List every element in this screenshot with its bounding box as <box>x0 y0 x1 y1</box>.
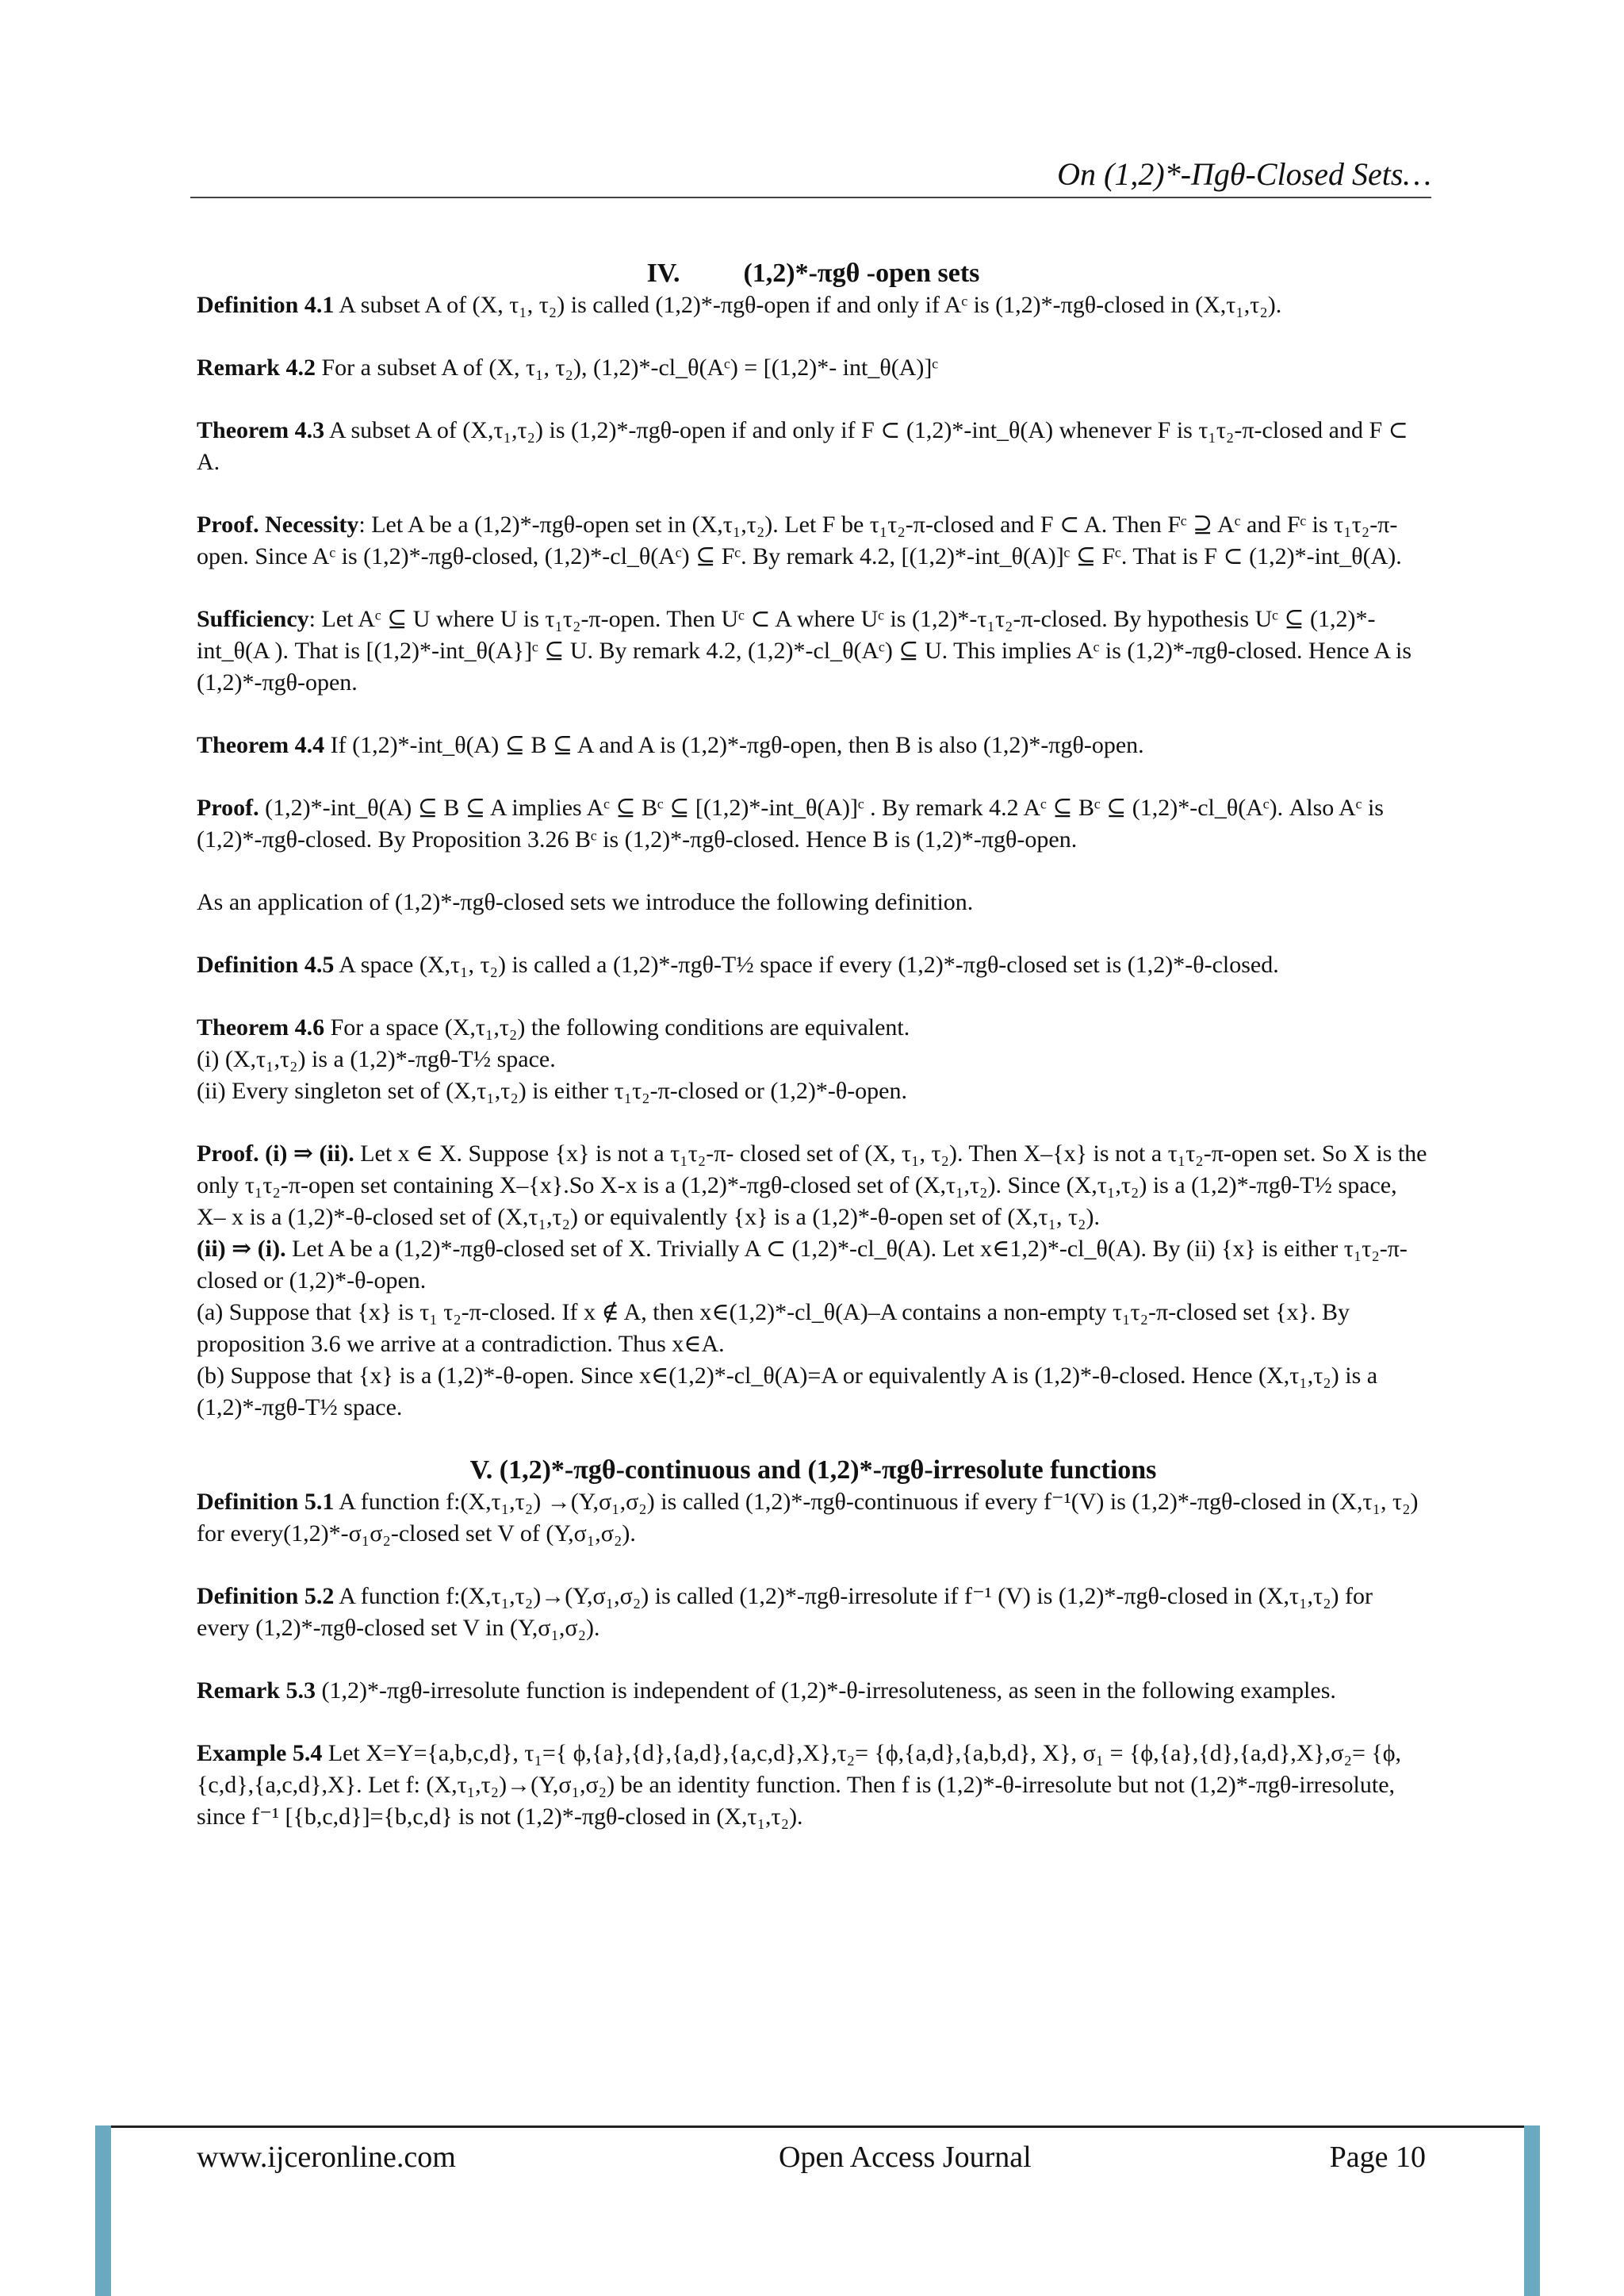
proof-4-6-part-2-label: (ii) ⇒ (i). <box>197 1236 286 1262</box>
example-5-4-text: Let X=Y={a,b,c,d}, τ₁={ ϕ,{a},{d},{a,d},{a,c,d},X},τ₂= {ϕ,{a,d},{a,b,d}, X}, σ₁ = {ϕ,{a},{d},{a,d},X},σ₂= {ϕ,{c,d},{a,c,d},X}. Let f: (X,τ₁,τ₂)→(Y,σ₁,σ₂) be an identity function. Then f is (1,2)*-θ-irresolute but not (1,2)*-πgθ-irresolute, since f⁻¹ [{b,c,d}]={b,c,d} is not (1,2)*-πgθ-closed in (X,τ₁,τ₂). <box>197 1740 1402 1830</box>
definition-4-5-label: Definition 4.5 <box>197 952 335 978</box>
definition-5-2-text: A function f:(X,τ₁,τ₂)→(Y,σ₁,σ₂) is called (1,2)*-πgθ-irresolute if f⁻¹ (V) is (1,2)*-πgθ-closed in (X,τ₁,τ₂) for every (1,2)*-πgθ-closed set V in (Y,σ₁,σ₂). <box>197 1583 1373 1641</box>
theorem-4-6-item-i: (i) (X,τ₁,τ₂) is a (1,2)*-πgθ-T½ space. <box>197 1046 556 1072</box>
section-4-title: (1,2)*-πgθ -open sets <box>743 259 980 288</box>
remark-5-3-label: Remark 5.3 <box>197 1677 316 1704</box>
proof-4-6-case-a: (a) Suppose that {x} is τ₁ τ₂-π-closed. If x ∉ A, then x∈(1,2)*-cl_θ(A)–A contains a non-empty τ₁τ₂-π-closed set {x}. By proposition 3.6 we arrive at a contradiction. Thus x∈A. <box>197 1299 1350 1357</box>
definition-5-1-text: A function f:(X,τ₁,τ₂) →(Y,σ₁,σ₂) is called (1,2)*-πgθ-continuous if every f⁻¹(V) is (1,2)*-πgθ-closed in (X,τ₁, τ₂) for every(1,2)*-σ₁σ₂-closed set V of (Y,σ₁,σ₂). <box>197 1489 1419 1547</box>
definition-5-2-label: Definition 5.2 <box>197 1583 335 1609</box>
remark-5-3-text: (1,2)*-πgθ-irresolute function is independent of (1,2)*-θ-irresoluteness, as seen in the following examples. <box>321 1677 1336 1704</box>
proof-4-6 <box>197 1138 1430 1424</box>
proof-4-6-case-b: (b) Suppose that {x} is a (1,2)*-θ-open. Since x∈(1,2)*-cl_θ(A)=A or equivalently A is (1,2)*-θ-closed. Hence (X,τ₁,τ₂) is a (1,2)*-πgθ-T½ space. <box>197 1363 1378 1420</box>
theorem-4-6-statement <box>197 1012 1430 1044</box>
definition-4-5 <box>197 949 1430 981</box>
section-4-heading <box>197 258 1430 289</box>
example-5-4 <box>197 1738 1430 1833</box>
page-content <box>197 258 1430 1864</box>
theorem-4-6-label: Theorem 4.6 <box>197 1014 325 1041</box>
footer-rule <box>95 2125 1530 2128</box>
definition-4-1 <box>197 289 1430 321</box>
remark-5-3 <box>197 1675 1430 1707</box>
definition-4-5-text: A space (X,τ₁, τ₂) is called a (1,2)*-πgθ-T½ space if every (1,2)*-πgθ-closed set is (1,2)*-θ-closed. <box>339 952 1279 978</box>
footer-right-bar <box>1524 2125 1540 2296</box>
proof-4-3-sufficiency-label: Sufficiency <box>197 606 309 632</box>
theorem-4-3-label: Theorem 4.3 <box>197 417 325 443</box>
definition-5-2 <box>197 1581 1430 1644</box>
proof-4-6-part-1-text: Let x ∈ X. Suppose {x} is not a τ₁τ₂-π- closed set of (X, τ₁, τ₂). Then X–{x} is not a τ₁τ₂-π-open set. So X is the only τ₁τ₂-π-open set containing X–{x}.So X-x is a (1,2)*-πgθ-closed set of (X,τ₁,τ₂). Since (X,τ₁,τ₂) is a (1,2)*-πgθ-T½ space, X– x is a (1,2)*-θ-closed set of (X,τ₁,τ₂) or equivalently {x} is a (1,2)*-θ-open set of (X,τ₁, τ₂). <box>197 1140 1427 1230</box>
footer <box>190 2137 1427 2177</box>
theorem-4-4-label: Theorem 4.4 <box>197 732 325 758</box>
proof-4-3-necessity-label: Proof. Necessity <box>197 512 359 538</box>
proof-4-6-part-2 <box>197 1233 1430 1297</box>
proof-4-4-text: (1,2)*-int_θ(A) ⊆ B ⊆ A implies Aᶜ ⊆ Bᶜ ⊆ [(1,2)*-int_θ(A)]ᶜ . By remark 4.2 Aᶜ ⊆ Bᶜ ⊆ (1,2)*-cl_θ(Aᶜ). Also Aᶜ is (1,2)*-πgθ-closed. By Proposition 3.26 Bᶜ is (1,2)*-πgθ-closed. Hence B is (1,2)*-πgθ-open. <box>197 795 1384 853</box>
footer-left-bar <box>95 2125 111 2296</box>
definition-4-1-text: A subset A of (X, τ₁, τ₂) is called (1,2)*-πgθ-open if and only if Aᶜ is (1,2)*-πgθ-closed in (X,τ₁,τ₂). <box>339 292 1282 318</box>
footer-journal-label: Open Access Journal <box>779 2141 1032 2174</box>
footer-website-link[interactable]: www.ijceronline.com <box>197 2141 456 2174</box>
definition-4-1-label: Definition 4.1 <box>197 292 335 318</box>
example-5-4-label: Example 5.4 <box>197 1740 323 1766</box>
definition-5-1-label: Definition 5.1 <box>197 1489 335 1515</box>
theorem-4-3-text: A subset A of (X,τ₁,τ₂) is (1,2)*-πgθ-open if and only if F ⊂ (1,2)*-int_θ(A) whenever F is τ₁τ₂-π-closed and F ⊂ A. <box>197 417 1408 475</box>
remark-4-2-label: Remark 4.2 <box>197 355 316 381</box>
remark-4-2-text: For a subset A of (X, τ₁, τ₂), (1,2)*-cl_θ(Aᶜ) = [(1,2)*- int_θ(A)]ᶜ <box>321 355 939 381</box>
proof-4-4 <box>197 792 1430 856</box>
theorem-4-6-text: For a space (X,τ₁,τ₂) the following conditions are equivalent. <box>330 1014 910 1041</box>
theorem-4-6-item-ii: (ii) Every singleton set of (X,τ₁,τ₂) is either τ₁τ₂-π-closed or (1,2)*-θ-open. <box>197 1078 908 1104</box>
proof-4-3-necessity <box>197 509 1430 573</box>
section-4-number: IV. <box>646 259 680 288</box>
definition-5-1 <box>197 1486 1430 1550</box>
proof-4-4-label: Proof. <box>197 795 259 821</box>
footer-page-number: Page 10 <box>1329 2141 1426 2174</box>
remark-4-2 <box>197 352 1430 384</box>
application-sentence: As an application of (1,2)*-πgθ-closed sets we introduce the following definition. <box>197 889 974 915</box>
proof-4-3-necessity-text: : Let A be a (1,2)*-πgθ-open set in (X,τ₁,τ₂). Let F be τ₁τ₂-π-closed and F ⊂ A. Then Fᶜ ⊇ Aᶜ and Fᶜ is τ₁τ₂-π-open. Since Aᶜ is (1,2)*-πgθ-closed, (1,2)*-cl_θ(Aᶜ) ⊆ Fᶜ. By remark 4.2, [(1,2)*-int_θ(A)]ᶜ ⊆ Fᶜ. That is F ⊂ (1,2)*-int_θ(A). <box>197 512 1402 569</box>
running-head-title: On (1,2)*-Πgθ-Closed Sets… <box>1057 156 1431 192</box>
theorem-4-3 <box>197 415 1430 478</box>
proof-4-6-part-1 <box>197 1138 1430 1233</box>
section-5-heading: V. (1,2)*-πgθ-continuous and (1,2)*-πgθ-irresolute functions <box>469 1455 1157 1485</box>
theorem-4-4 <box>197 730 1430 761</box>
proof-4-6-part-1-label: Proof. (i) ⇒ (ii). <box>197 1140 354 1167</box>
running-head <box>190 152 1431 198</box>
proof-4-3-sufficiency-text: : Let Aᶜ ⊆ U where U is τ₁τ₂-π-open. Then Uᶜ ⊂ A where Uᶜ is (1,2)*-τ₁τ₂-π-closed. By hypothesis Uᶜ ⊆ (1,2)*-int_θ(A ). That is [(1,2)*-int_θ(A}]ᶜ ⊆ U. By remark 4.2, (1,2)*-cl_θ(Aᶜ) ⊆ U. This implies Aᶜ is (1,2)*-πgθ-closed. Hence A is (1,2)*-πgθ-open. <box>197 606 1412 696</box>
proof-4-6-part-2-text: Let A be a (1,2)*-πgθ-closed set of X. Trivially A ⊂ (1,2)*-cl_θ(A). Let x∈1,2)*-cl_θ(A). By (ii) {x} is either τ₁τ₂-π-closed or (1,2)*-θ-open. <box>197 1236 1408 1294</box>
proof-4-3-sufficiency <box>197 604 1430 699</box>
theorem-4-4-text: If (1,2)*-int_θ(A) ⊆ B ⊆ A and A is (1,2)*-πgθ-open, then B is also (1,2)*-πgθ-open. <box>330 732 1144 758</box>
theorem-4-6 <box>197 1012 1430 1107</box>
